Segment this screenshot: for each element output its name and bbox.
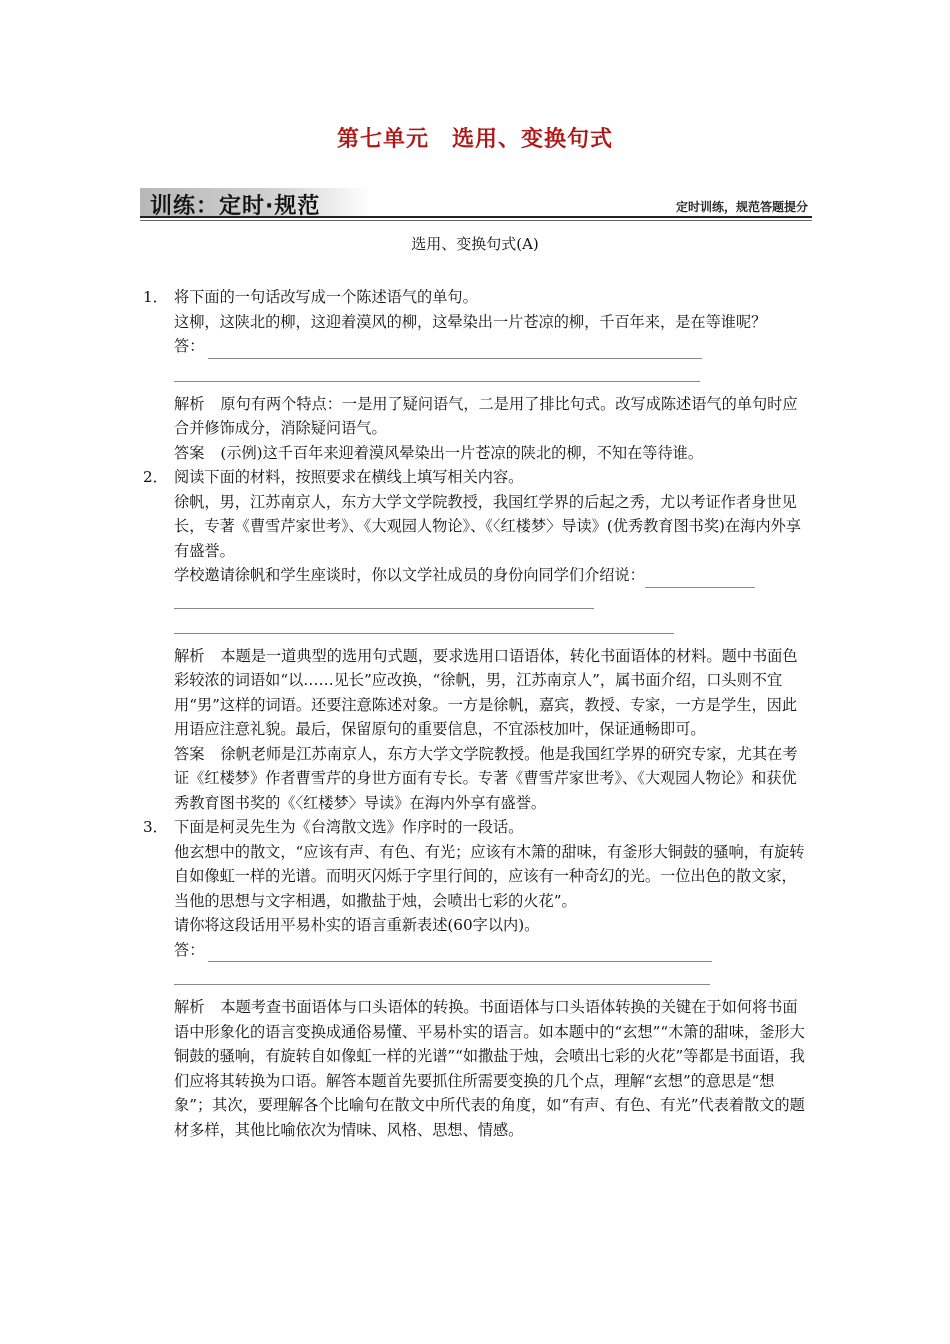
training-banner bbox=[140, 186, 812, 224]
answer-block bbox=[174, 742, 808, 816]
answer-blank[interactable] bbox=[645, 572, 755, 588]
banner-heading: 训练：定时·规范 bbox=[150, 194, 321, 219]
banner-rule-thin bbox=[140, 220, 812, 221]
question-2 bbox=[140, 465, 808, 815]
question-prompt: 下面是柯灵先生为《台湾散文选》作序时的一段话。 bbox=[174, 818, 524, 836]
answer-blank-2[interactable] bbox=[174, 365, 700, 382]
analysis-block bbox=[174, 995, 808, 1142]
banner-tagline: 定时训练，规范答题提分 bbox=[675, 200, 808, 214]
banner-rule bbox=[140, 216, 812, 218]
question-prompt: 阅读下面的材料，按照要求在横线上填写相关内容。 bbox=[174, 468, 524, 486]
page-title: 第七单元 选用、变换句式 bbox=[336, 127, 613, 152]
analysis-label: 解析 bbox=[174, 646, 205, 665]
answer-blank[interactable] bbox=[208, 945, 712, 962]
answer-blank[interactable] bbox=[208, 342, 702, 359]
analysis-block bbox=[174, 392, 808, 441]
question-prompt: 将下面的一句话改写成一个陈述语气的单句。 bbox=[174, 288, 478, 306]
analysis-block bbox=[174, 644, 808, 742]
questions-list bbox=[140, 285, 808, 1142]
analysis-text: 本题考查书面语体与口头语体的转换。书面语体与口头语体转换的关键在于如何将书面语中形象化的语言变换成通俗易懂、平易朴实的语言。如本题中的“玄想”“木箫的甜味，釜形大铜鼓的骚响，有旋转自如像虹一样的光谱”“如撒盐于烛，会喷出七彩的火花”等都是书面语，我们应将其转换为口语。解答本题首先要抓住所需要变换的几个点，理解“玄想”的意思是“想象”；其次，要理解各个比喻句在散文中所代表的角度，如“有声、有色、有光”代表着散文的题材多样，其他比喻依次为情味、风格、思想、情感。 bbox=[174, 998, 805, 1139]
analysis-label: 解析 bbox=[174, 998, 205, 1016]
question-material: 他玄想中的散文，“应该有声、有色、有光；应该有木箫的甜味，有釜形大铜鼓的骚响，有旋转自如像虹一样的光谱。而明灭闪烁于字里行间的，应该有一种奇幻的光。一位出色的散文家，当他的思想与文字相遇，如撒盐于烛，会喷出七彩的火花”。 bbox=[174, 842, 805, 910]
answer-label: 答案 bbox=[174, 744, 205, 763]
task-text: 学校邀请徐帆和学生座谈时，你以文学社成员的身份向同学们介绍说： bbox=[174, 566, 645, 584]
question-number: 1． bbox=[143, 288, 168, 306]
answer-text: (示例)这千百年来迎着漠风晕染出一片苍凉的陕北的柳，不知在等待谁。 bbox=[220, 443, 704, 462]
question-material: 徐帆，男，江苏南京人，东方大学文学院教授，我国红学界的后起之秀，尤以考证作者身世见长，专著《曹雪芹家世考》、《大观园人物论》、《〈红楼梦〉导读》(优秀教育图书奖)在海内外享有盛誉。 bbox=[174, 492, 801, 560]
analysis-label: 解析 bbox=[174, 394, 205, 413]
analysis-text: 本题是一道典型的选用句式题，要求选用口语语体，转化书面语体的材料。题中书面色彩较浓的词语如“以……见长”应改换，“徐帆，男，江苏南京人”，属书面介绍，口头则不宜用“男”这样的词语。还要注意陈述对象。一方是徐帆，嘉宾，教授、专家，一方是学生，因此用语应注意礼貌。最后，保留原句的重要信息，不宜添枝加叶，保证通畅即可。 bbox=[174, 646, 798, 738]
answer-label: 答案 bbox=[174, 443, 205, 462]
question-material: 这柳，这陕北的柳，这迎着漠风的柳，这晕染出一片苍凉的柳，千百年来，是在等谁呢？ bbox=[174, 312, 767, 331]
question-1 bbox=[140, 285, 808, 465]
question-number: 2． bbox=[143, 468, 168, 486]
answer-line bbox=[174, 938, 808, 963]
answer-blank-2[interactable] bbox=[174, 968, 710, 985]
answer-text: 徐帆老师是江苏南京人，东方大学文学院教授。他是我国红学界的研究专家，尤其在考证《红楼梦》作者曹雪芹的身世方面有专长。专著《曹雪芹家世考》、《大观园人物论》和获优秀教育图书奖的《〈红楼梦〉导读》在海内外享有盛誉。 bbox=[174, 744, 798, 812]
question-number: 3． bbox=[143, 818, 168, 836]
answer-blank-2[interactable] bbox=[174, 592, 594, 609]
answer-prompt-label: 答： bbox=[174, 337, 205, 355]
analysis-text: 原句有两个特点：一是用了疑问语气，二是用了排比句式。改写成陈述语气的单句时应合并修饰成分，消除疑问语气。 bbox=[174, 394, 798, 437]
section-subtitle: 选用、变换句式(A) bbox=[411, 235, 539, 253]
answer-blank-3[interactable] bbox=[174, 617, 674, 634]
answer-block bbox=[174, 441, 808, 466]
question-task: 请你将这段话用平易朴实的语言重新表述(60字以内)。 bbox=[174, 916, 540, 934]
answer-prompt-label: 答： bbox=[174, 940, 205, 959]
question-task bbox=[174, 563, 808, 588]
answer-line bbox=[174, 334, 808, 359]
question-3 bbox=[140, 815, 808, 1142]
